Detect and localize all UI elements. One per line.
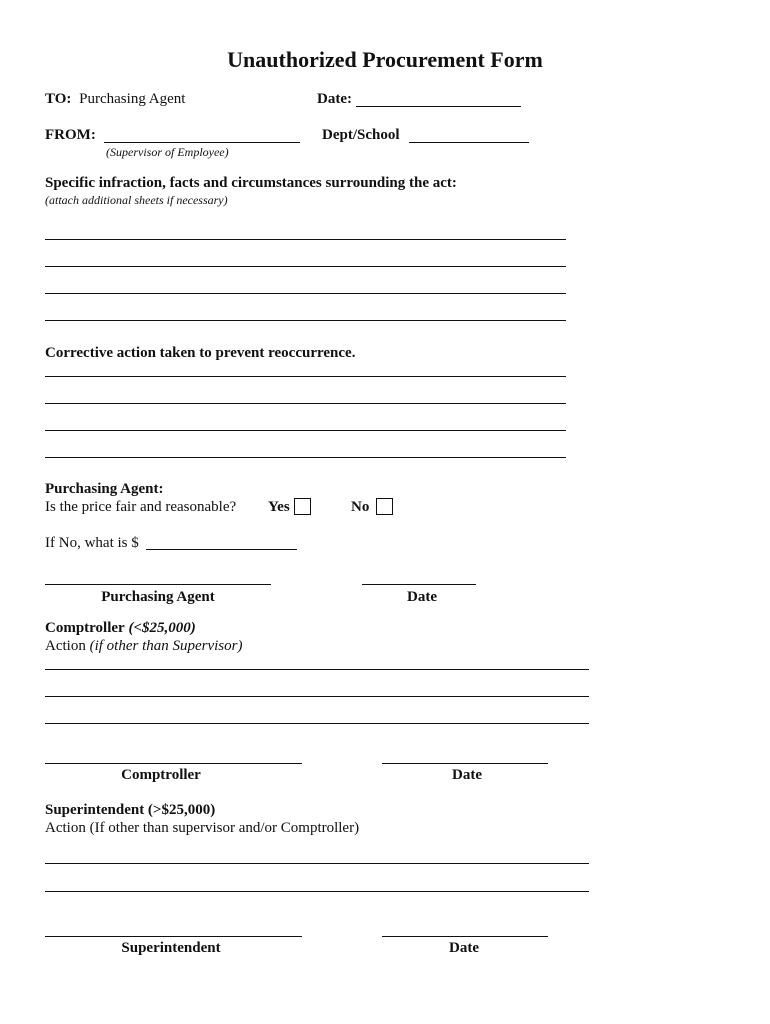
corrective-line-4[interactable] [45,457,566,458]
purchasing-date-label: Date [407,589,437,605]
infraction-hint: (attach additional sheets if necessary) [45,193,228,207]
to-value: Purchasing Agent [79,91,186,107]
comptroller-signature-line[interactable] [45,763,302,764]
to-label: TO: [45,91,72,107]
purchasing-signature-line[interactable] [45,584,271,585]
comptroller-action-hint: (if other than Supervisor) [89,638,243,654]
from-hint: (Supervisor of Employee) [106,145,229,159]
corrective-heading: Corrective action taken to prevent reoccurrence. [45,345,356,361]
purchasing-heading: Purchasing Agent: [45,481,164,497]
comptroller-action-label: Action [45,638,86,654]
comptroller-line-1[interactable] [45,669,589,670]
comptroller-heading: Comptroller [45,620,125,636]
from-label: FROM: [45,127,96,143]
superintendent-signature-label: Superintendent [121,940,221,956]
corrective-line-1[interactable] [45,376,566,377]
superintendent-date-line[interactable] [382,936,548,937]
infraction-line-2[interactable] [45,266,566,267]
comptroller-date-label: Date [452,767,482,783]
if-no-label: If No, what is $ [45,535,139,551]
purchasing-signature-label: Purchasing Agent [101,589,215,605]
yes-label: Yes [268,499,290,515]
dept-label: Dept/School [322,127,400,143]
comptroller-line-3[interactable] [45,723,589,724]
yes-checkbox[interactable] [294,498,311,515]
corrective-line-2[interactable] [45,403,566,404]
purchasing-date-line[interactable] [362,584,476,585]
infraction-line-4[interactable] [45,320,566,321]
superintendent-line-2[interactable] [45,891,589,892]
to-row [45,91,185,108]
date-field[interactable] [356,106,521,107]
purchasing-question: Is the price fair and reasonable? [45,499,237,515]
no-label: No [351,499,370,515]
infraction-heading: Specific infraction, facts and circumstances surrounding the act: [45,175,457,191]
comptroller-line-2[interactable] [45,696,589,697]
superintendent-line-1[interactable] [45,863,589,864]
dept-field[interactable] [409,142,529,143]
comptroller-action-row [45,638,242,655]
superintendent-heading: Superintendent (>$25,000) [45,802,216,818]
date-label: Date: [317,91,352,107]
from-field[interactable] [104,142,300,143]
superintendent-signature-line[interactable] [45,936,302,937]
infraction-line-1[interactable] [45,239,566,240]
comptroller-date-line[interactable] [382,763,548,764]
no-checkbox[interactable] [376,498,393,515]
superintendent-action: Action (If other than supervisor and/or Comptroller) [45,820,360,836]
infraction-line-3[interactable] [45,293,566,294]
form-title: Unauthorized Procurement Form [227,47,543,72]
corrective-line-3[interactable] [45,430,566,431]
comptroller-signature-label: Comptroller [121,767,201,783]
if-no-amount-field[interactable] [146,549,297,550]
superintendent-date-label: Date [449,940,479,956]
comptroller-threshold: (<$25,000) [128,620,196,636]
comptroller-heading-row [45,620,196,637]
